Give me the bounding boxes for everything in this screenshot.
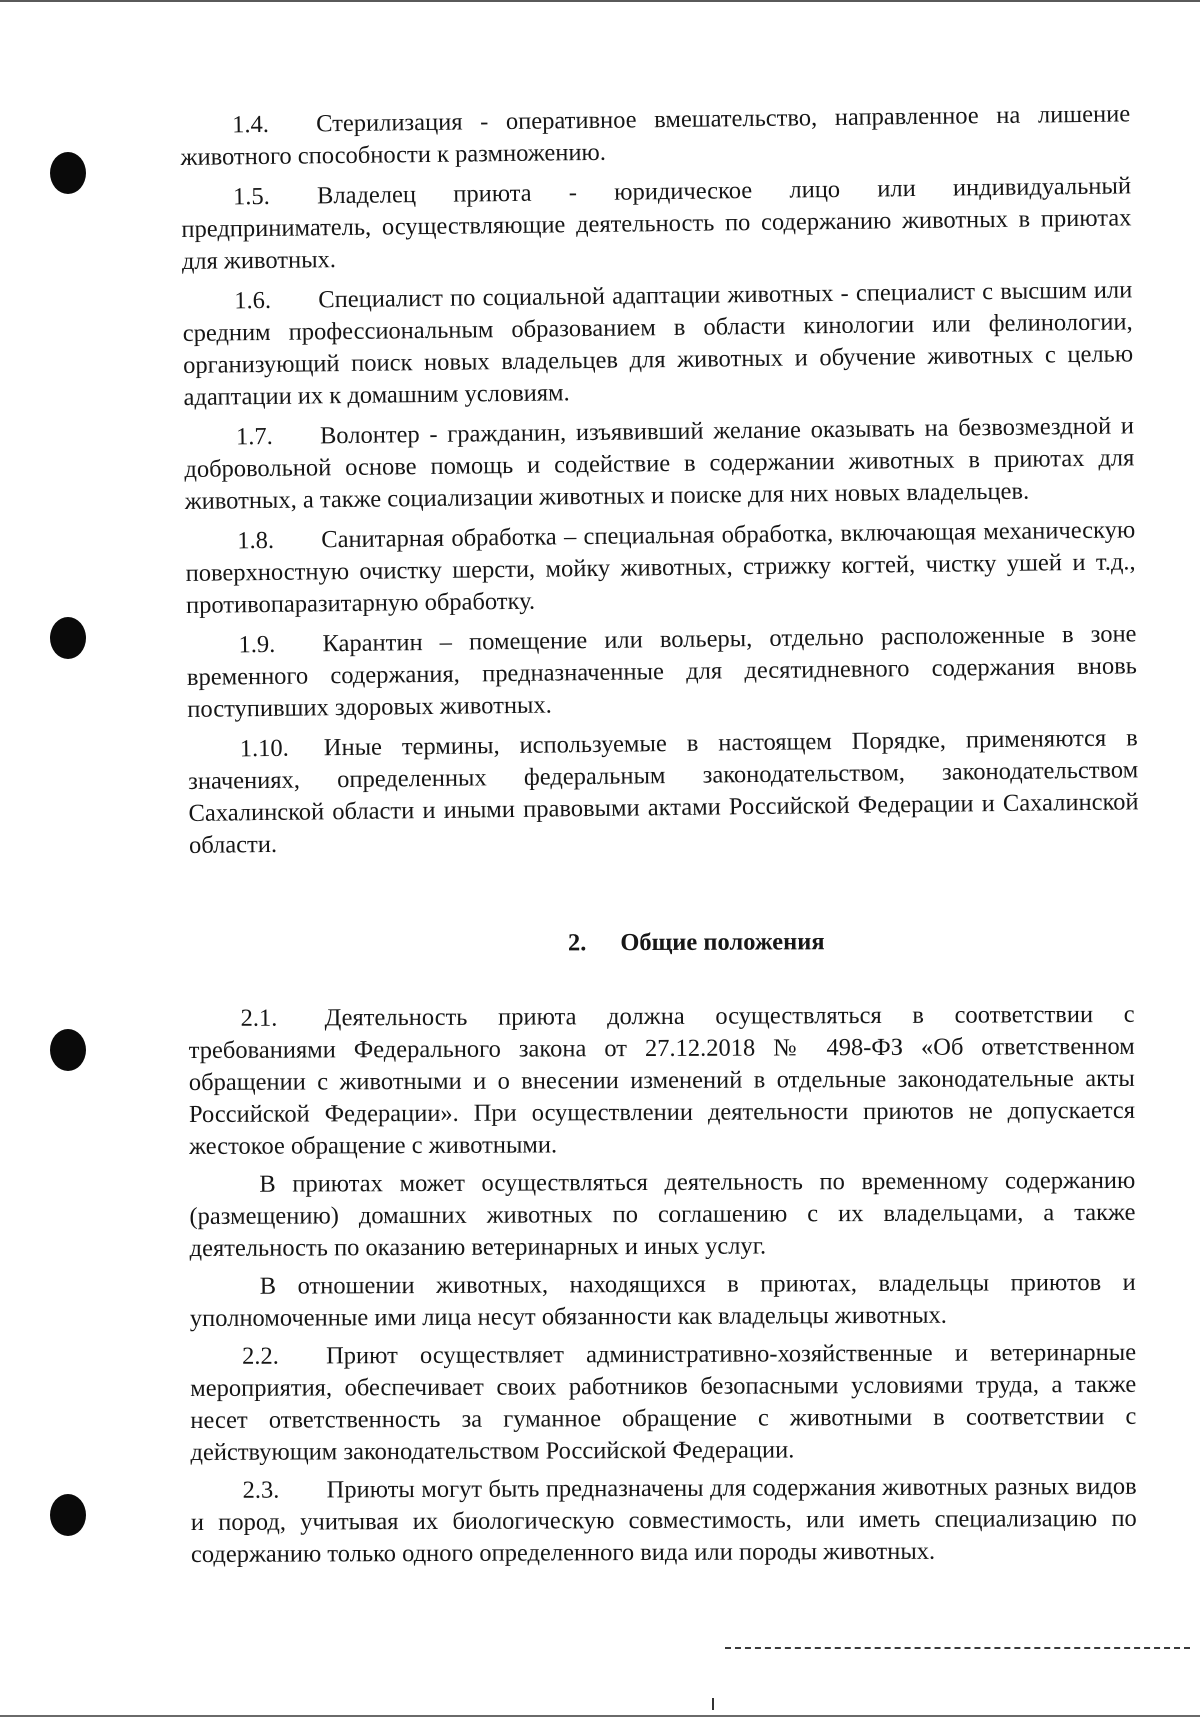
clause-text: Деятельность приюта должна осуществляться в соответствии с требованиями Федерального закона от 27.12.2018 № 498-ФЗ «Об ответственном обращении с животными и о внесении изменений в отдельные законодательные акты Российской Федерации». При осуществлении деятельности приютов не допускается жестокое обращение с животными.: [188, 1000, 1136, 1160]
clause-text: Волонтер - гражданин, изъявивший желание оказывать на безвозмездной и добровольной основе помощь и содействие в содержании животных в приютах для животных, а также социализации животных и поиске для них новых владельцев.: [184, 412, 1135, 515]
clause-1-7: [184, 410, 1135, 518]
section-title: Общие положения: [620, 928, 825, 957]
clause-1-10: [188, 722, 1139, 862]
footer-dashed-line: [725, 1647, 1190, 1649]
clause-1-8: [185, 514, 1136, 622]
clause-number: 2.3.: [242, 1476, 280, 1504]
clause-1-6: [182, 274, 1133, 414]
clause-1-9: [186, 618, 1137, 726]
punch-hole: [50, 152, 86, 194]
clause-2-1-paragraph-b: В приютах может осуществляться деятельность по временному содержанию (размещению) домашних животных по соглашению с их владельцами, а также деятельность по оказанию ветеринарных и иных услуг.: [189, 1166, 1136, 1262]
section-heading: [188, 925, 1134, 961]
section-number: 2.: [567, 929, 587, 957]
clause-number: 1.5.: [232, 182, 270, 211]
clause-number: 2.1.: [240, 1004, 278, 1032]
clause-1-4: [180, 98, 1131, 174]
clause-number: 1.6.: [234, 286, 272, 315]
clause-2-1-paragraph-c: В отношении животных, находящихся в приютах, владельцы приютов и уполномоченные ими лица несут обязанности как владельцы животных.: [189, 1268, 1136, 1332]
clause-number: 1.7.: [235, 422, 273, 451]
clause-number: 1.4.: [232, 110, 270, 139]
clause-2-3: [191, 1471, 1137, 1571]
clause-number: 1.9.: [238, 630, 276, 659]
clause-text: Приют осуществляет административно-хозяйственные и ветеринарные мероприятия, обеспечивает своих работников безопасными условиями труда, а также несет ответственность за гуманное обращение с животными в соответствии с действующим законодательством Российской Федерации.: [190, 1338, 1137, 1466]
scan-top-edge: [0, 0, 1200, 2]
punch-hole: [50, 1029, 86, 1071]
clause-number: 1.8.: [237, 526, 275, 555]
punch-hole: [50, 617, 86, 659]
clause-number: 2.2.: [242, 1342, 279, 1370]
clause-text: Владелец приюта - юридическое лицо или индивидуальный предприниматель, осуществляющие деятельность по содержанию животных в приютах для животных.: [181, 172, 1132, 275]
clause-number: 1.10.: [239, 734, 289, 763]
section-1-definitions: [180, 98, 1139, 870]
clause-1-5: [181, 170, 1132, 278]
clause-text: Приюты могут быть предназначены для содержания животных разных видов и пород, учитывая их биологическую совместимость, или иметь специализацию по содержанию только одного определенного вида или породы животных.: [190, 1472, 1137, 1568]
clause-text: Карантин – помещение или вольеры, отдельно расположенные в зоне временного содержания, предназначенные для десятидневного содержания вновь поступивших здоровых животных.: [186, 620, 1138, 723]
clause-text: Стерилизация - оперативное вмешательство, направленное на лишение животного способности к размножению.: [180, 100, 1131, 171]
scan-speck: [712, 1698, 714, 1710]
clause-text: Иные термины, используемые в настоящем Порядке, применяются в значениях, определенных федеральным законодательством, законодательством Сахалинской области и иными правовыми актами Российской Федерации и Сахалинской области.: [188, 724, 1139, 859]
section-2-general-provisions: [188, 879, 1137, 1577]
clause-2-2: [190, 1337, 1137, 1469]
clause-2-1: [189, 999, 1136, 1163]
punch-hole: [50, 1494, 86, 1536]
clause-text: Санитарная обработка – специальная обработка, включающая механическую поверхностную очистку шерсти, мойку животных, стрижку когтей, чистку ушей и т.д., противопаразитарную обработку.: [185, 516, 1136, 619]
clause-text: Специалист по социальной адаптации животных - специалист с высшим или средним профессиональным образованием в области кинологии или фелинологии, организующий поиск новых владельцев для животных и обучение животных с целью адаптации их к домашним условиям.: [182, 276, 1134, 411]
